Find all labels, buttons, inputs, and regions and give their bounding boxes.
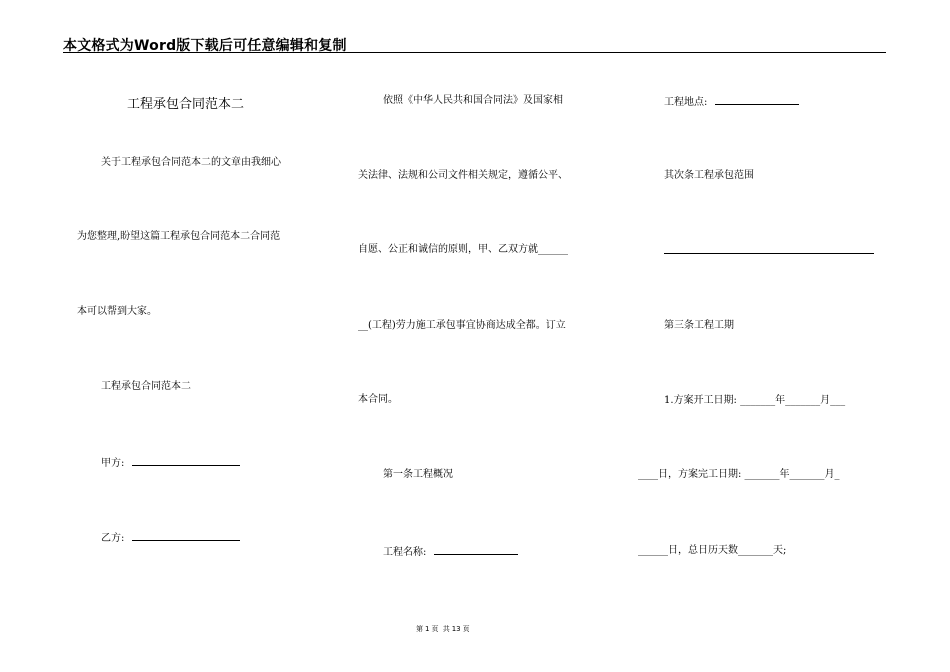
scope-blank <box>664 243 874 254</box>
section-3-heading: 第三条工程工期 <box>664 320 734 331</box>
document-header: 本文格式为Word版下载后可任意编辑和复制 <box>63 38 347 54</box>
project-location-line <box>664 94 799 109</box>
body-line-4: __(工程)劳力施工承包事宜协商达成全都。订立 <box>358 320 566 331</box>
total-days-line: ______日，总日历天数_______天; <box>638 545 787 556</box>
project-location-label: 工程地点: <box>664 97 708 108</box>
total-pages: 13 <box>451 625 461 633</box>
document-title: 工程承包合同范本二 <box>127 97 245 112</box>
header-divider <box>63 52 886 53</box>
party-a-line <box>101 455 240 470</box>
page-footer <box>415 624 471 634</box>
subtitle: 工程承包合同范本二 <box>101 381 191 392</box>
project-name-blank <box>434 544 518 555</box>
total-label: 共 <box>442 625 450 633</box>
page-unit: 页 <box>431 625 439 633</box>
body-line-2: 关法律、法规和公司文件相关规定，遵循公平、 <box>358 170 568 181</box>
body-line-1: 依照《中华人民共和国合同法》及国家相 <box>383 95 563 106</box>
party-a-blank <box>132 455 240 466</box>
body-line-5: 本合同。 <box>358 394 398 405</box>
intro-line-2: 为您整理,盼望这篇工程承包合同范本二合同范 <box>77 231 281 242</box>
project-name-line <box>383 544 518 559</box>
scope-line <box>664 243 874 258</box>
intro-line-3: 本可以帮到大家。 <box>77 306 157 317</box>
total-unit: 页 <box>462 625 470 633</box>
page-label: 第 <box>416 625 423 633</box>
page-number: 1 <box>425 625 430 633</box>
intro-line-1: 关于工程承包合同范本二的文章由我细心 <box>101 157 281 168</box>
party-a-label: 甲方: <box>101 458 125 469</box>
section-1-heading: 第一条工程概况 <box>383 469 453 480</box>
party-b-line <box>101 530 240 545</box>
section-2-heading: 其次条工程承包范围 <box>664 170 754 181</box>
party-b-label: 乙方: <box>101 533 125 544</box>
party-b-blank <box>132 530 240 541</box>
end-date-line: ____日，方案完工日期: _______年_______月_ <box>638 469 840 480</box>
start-date-line: 1.方案开工日期: _______年_______月___ <box>664 395 846 406</box>
body-line-3: 自愿、公正和诚信的原则，甲、乙双方就______ <box>358 244 568 255</box>
project-location-blank <box>715 94 799 105</box>
project-name-label: 工程名称: <box>383 547 427 558</box>
